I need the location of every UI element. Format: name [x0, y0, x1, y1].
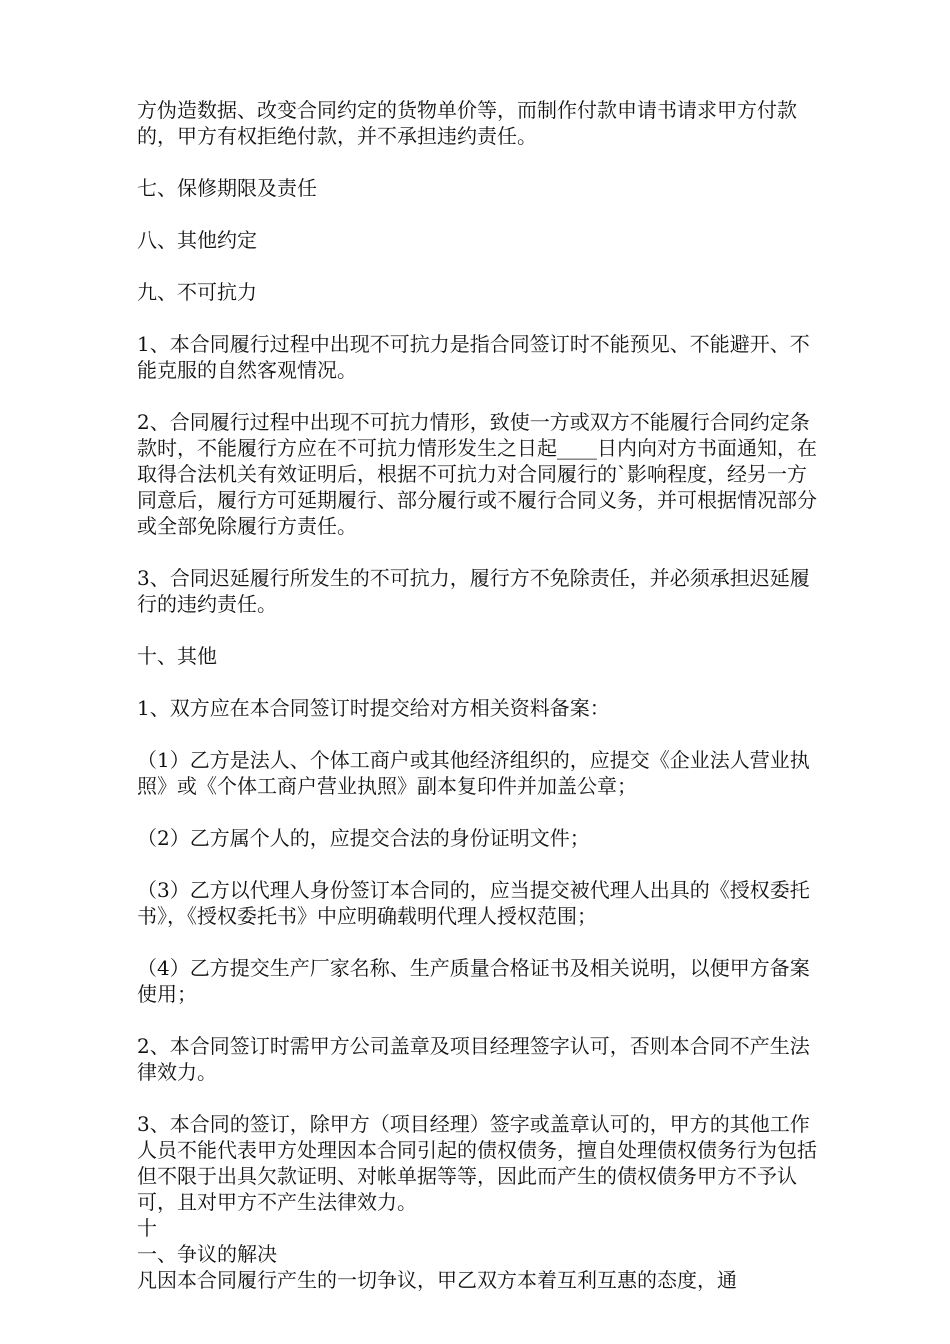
paragraph-misc-1: 1、双方应在本合同签订时提交给对方相关资料备案：	[137, 696, 610, 720]
paragraph-misc-1-item-1: （1）乙方是法人、个体工商户或其他经济组织的，应提交《企业法人营业执照》或《个体工商户营业执照》副本复印件并加盖公章；	[137, 748, 810, 798]
paragraph-misc-1-item-3: （3）乙方以代理人身份签订本合同的，应当提交被代理人出具的《授权委托书》，《授权委托书》中应明确载明代理人授权范围；	[137, 878, 810, 928]
paragraph-misc-3: 3、本合同的签订，除甲方（项目经理）签字或盖章认可的，甲方的其他工作人员不能代表甲方处理因本合同引起的债权债务，擅自处理债权债务行为包括但不限于出具欠款证明、对帐单据等等，因此而产生的债权债务甲方不予认可，且对甲方不产生法律效力。	[137, 1112, 817, 1214]
paragraph-dispute-resolution: 凡因本合同履行产生的一切争议，甲乙双方本着互利互惠的态度，通	[137, 1268, 737, 1292]
paragraph-misc-1-item-4: （4）乙方提交生产厂家名称、生产质量合格证书及相关说明，以便甲方备案使用；	[137, 956, 810, 1006]
document-body	[137, 97, 817, 1293]
paragraph-misc-1-item-2: （2）乙方属个人的，应提交合法的身份证明文件；	[137, 826, 590, 850]
paragraph-force-majeure-2: 2、合同履行过程中出现不可抗力情形，致使一方或双方不能履行合同约定条款时，不能履行方应在不可抗力情形发生之日起____日内向对方书面通知，在取得合法机关有效证明后，根据不可抗力对合同履行的`影响程度，经另一方同意后，履行方可延期履行、部分履行或不履行合同义务，并可根据情况部分或全部免除履行方责任。	[137, 410, 817, 538]
paragraph-misc-2: 2、本合同签订时需甲方公司盖章及项目经理签字认可，否则本合同不产生法律效力。	[137, 1034, 810, 1084]
heading-dispute-resolution: 一、争议的解决	[137, 1242, 277, 1266]
paragraph-force-majeure-3: 3、合同迟延履行所发生的不可抗力，履行方不免除责任，并必须承担迟延履行的违约责任。	[137, 566, 810, 616]
heading-miscellaneous: 十、其他	[137, 644, 217, 668]
heading-warranty: 七、保修期限及责任	[137, 176, 317, 200]
paragraph-force-majeure-1: 1、本合同履行过程中出现不可抗力是指合同签订时不能预见、不能避开、不能克服的自然客观情况。	[137, 332, 810, 382]
heading-force-majeure: 九、不可抗力	[137, 280, 257, 304]
paragraph-payment-refusal: 方伪造数据、改变合同约定的货物单价等，而制作付款申请书请求甲方付款的，甲方有权拒绝付款，并不承担违约责任。	[137, 98, 797, 148]
heading-eleven-number: 十	[137, 1216, 157, 1240]
heading-other-agreements: 八、其他约定	[137, 228, 257, 252]
